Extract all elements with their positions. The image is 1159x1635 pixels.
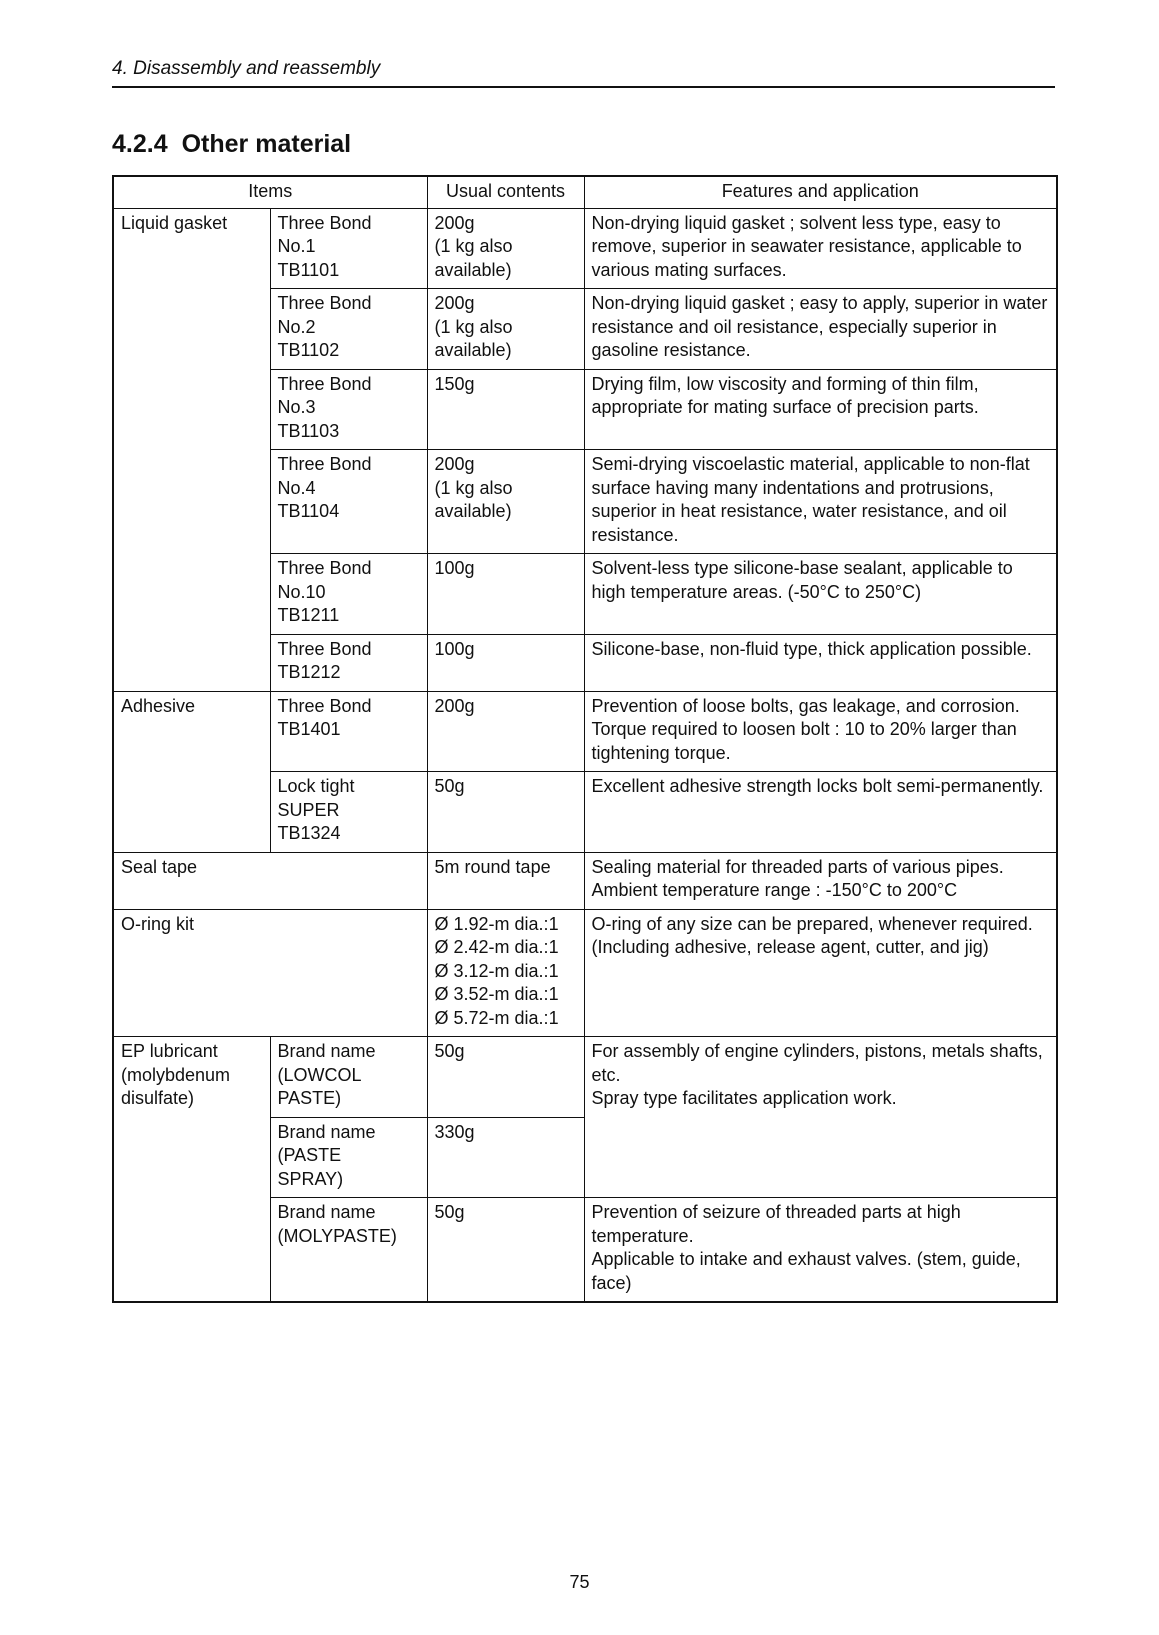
contents-cell: Ø 1.92-m dia.:1 Ø 2.42-m dia.:1 Ø 3.12-m dia.:1 Ø 3.52-m dia.:1 Ø 5.72-m dia.:1 [427, 909, 584, 1037]
category-adhesive: Adhesive [113, 691, 270, 852]
contents-cell: 100g [427, 634, 584, 691]
product-cell: Brand name (LOWCOL PASTE) [270, 1037, 427, 1118]
contents-cell: 5m round tape [427, 852, 584, 909]
running-head: 4. Disassembly and reassembly [112, 58, 1055, 88]
product-cell: Lock tight SUPER TB1324 [270, 772, 427, 853]
features-cell: For assembly of engine cylinders, pistons, metals shafts, etc. Spray type facilitates application work. [584, 1037, 1057, 1198]
contents-cell: 200g (1 kg also available) [427, 208, 584, 289]
product-cell: Three Bond No.10 TB1211 [270, 554, 427, 635]
table-row [113, 1037, 1057, 1118]
product-cell: Three Bond TB1401 [270, 691, 427, 772]
product-cell: Three Bond No.2 TB1102 [270, 289, 427, 370]
section-title [112, 130, 351, 159]
features-cell: Excellent adhesive strength locks bolt semi-permanently. [584, 772, 1057, 853]
page-number: 75 [569, 1572, 590, 1592]
table-header-row [113, 176, 1057, 208]
contents-cell: 200g (1 kg also available) [427, 450, 584, 554]
header-items: Items [113, 176, 427, 208]
features-cell: Sealing material for threaded parts of various pipes. Ambient temperature range : -150°C to 200°C [584, 852, 1057, 909]
table-row [113, 852, 1057, 909]
contents-cell: 200g (1 kg also available) [427, 289, 584, 370]
category-ep-lubricant: EP lubricant (molybdenum disulfate) [113, 1037, 270, 1303]
contents-cell: 330g [427, 1117, 584, 1198]
table-row [113, 691, 1057, 772]
product-cell: Three Bond TB1212 [270, 634, 427, 691]
features-cell: Non-drying liquid gasket ; solvent less type, easy to remove, superior in seawater resistance, applicable to various mating surfaces. [584, 208, 1057, 289]
features-cell: O-ring of any size can be prepared, whenever required. (Including adhesive, release agent, cutter, and jig) [584, 909, 1057, 1037]
product-cell: Three Bond No.1 TB1101 [270, 208, 427, 289]
other-material-table [112, 175, 1058, 1303]
section-number: 4.2.4 [112, 130, 168, 158]
product-cell: Three Bond No.3 TB1103 [270, 369, 427, 450]
features-cell: Non-drying liquid gasket ; easy to apply, superior in water resistance and oil resistance, especially superior in gasoline resistance. [584, 289, 1057, 370]
contents-cell: 50g [427, 1037, 584, 1118]
category-seal-tape: Seal tape [113, 852, 427, 909]
table-row [113, 208, 1057, 289]
features-cell: Drying film, low viscosity and forming of thin film, appropriate for mating surface of precision parts. [584, 369, 1057, 450]
product-cell: Three Bond No.4 TB1104 [270, 450, 427, 554]
header-usual-contents: Usual contents [427, 176, 584, 208]
features-cell: Semi-drying viscoelastic material, applicable to non-flat surface having many indentations and protrusions, superior in heat resistance, water resistance, and oil resistance. [584, 450, 1057, 554]
features-cell: Prevention of loose bolts, gas leakage, and corrosion. Torque required to loosen bolt : 10 to 20% larger than tightening torque. [584, 691, 1057, 772]
section-title-text: Other material [181, 130, 352, 158]
contents-cell: 100g [427, 554, 584, 635]
features-cell: Solvent-less type silicone-base sealant, applicable to high temperature areas. (-50°C to 250°C) [584, 554, 1057, 635]
contents-cell: 200g [427, 691, 584, 772]
table-row [113, 909, 1057, 1037]
contents-cell: 50g [427, 772, 584, 853]
features-cell: Prevention of seizure of threaded parts at high temperature. Applicable to intake and exhaust valves. (stem, guide, face) [584, 1198, 1057, 1303]
product-cell: Brand name (PASTE SPRAY) [270, 1117, 427, 1198]
product-cell: Brand name (MOLYPASTE) [270, 1198, 427, 1303]
contents-cell: 50g [427, 1198, 584, 1303]
contents-cell: 150g [427, 369, 584, 450]
category-o-ring-kit: O-ring kit [113, 909, 427, 1037]
header-features: Features and application [584, 176, 1057, 208]
category-liquid-gasket: Liquid gasket [113, 208, 270, 691]
features-cell: Silicone-base, non-fluid type, thick application possible. [584, 634, 1057, 691]
